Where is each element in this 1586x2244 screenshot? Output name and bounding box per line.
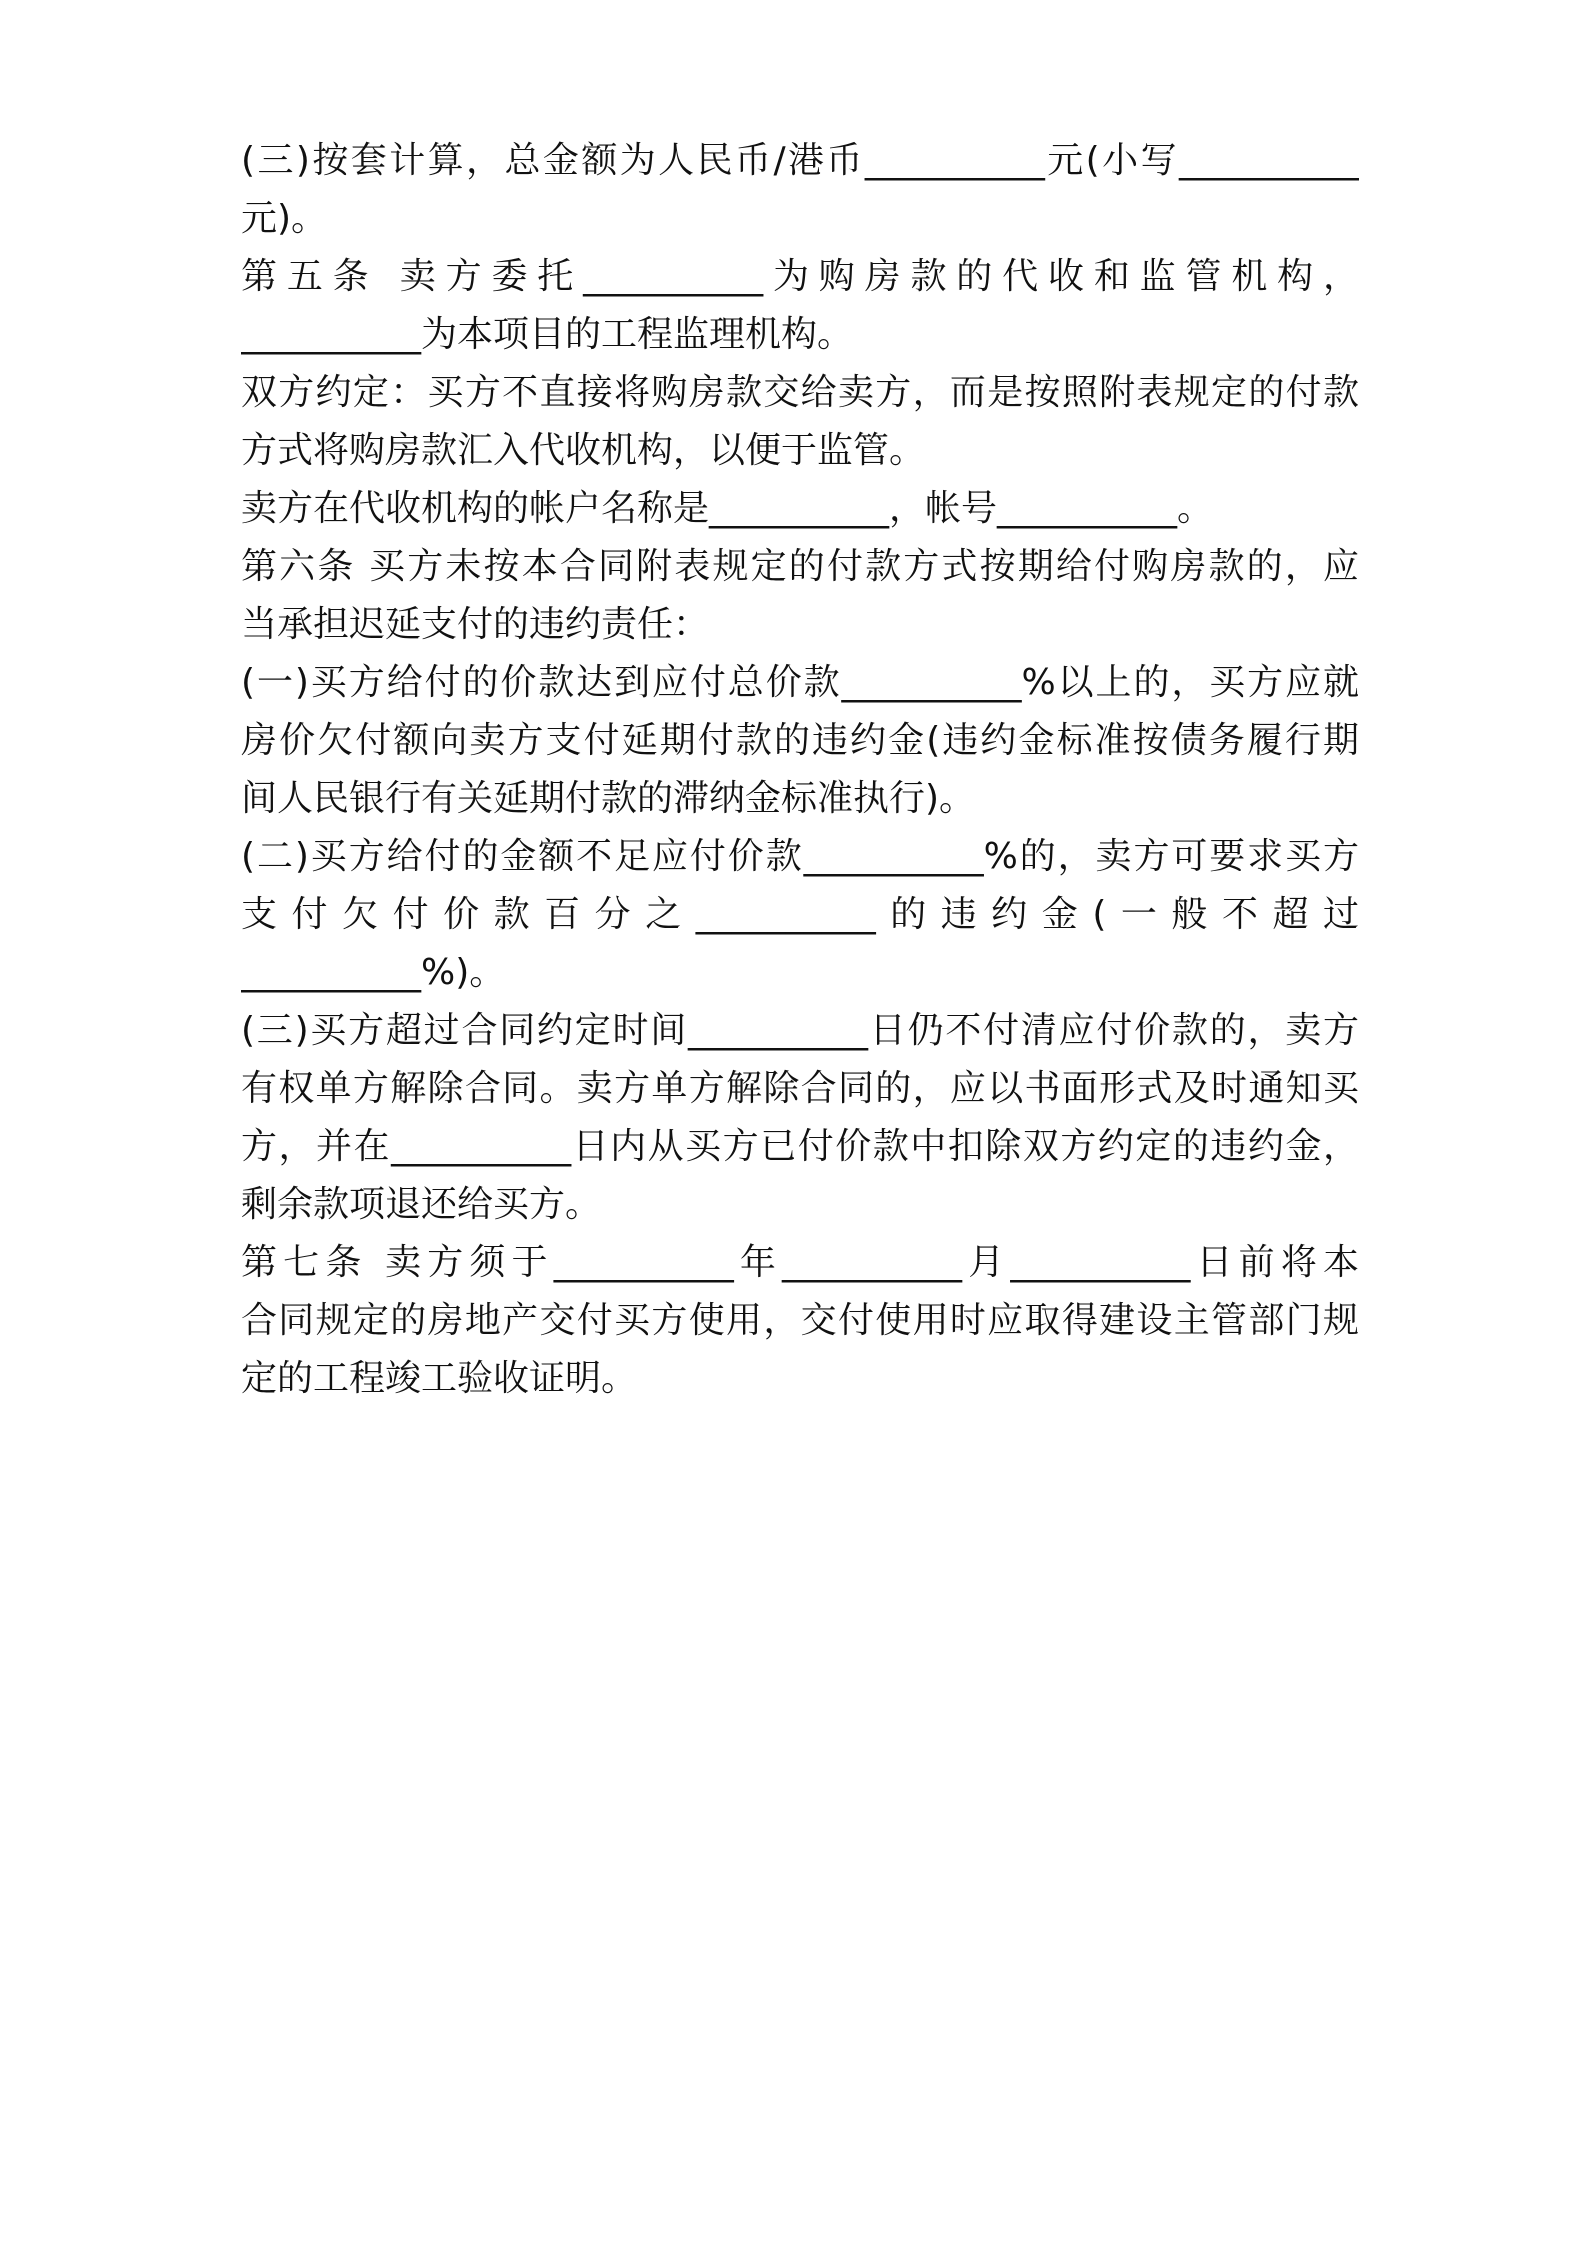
text-line: (三)按套计算，总金额为人民币/港币__________元(小写__________ [241, 140, 1359, 181]
text-line: 方，并在__________日内从买方已付价款中扣除双方约定的违约金， [241, 1126, 1359, 1167]
text-line: __________%)。 [241, 952, 506, 993]
text-line: 房价欠付额向卖方支付延期付款的违约金(违约金标准按债务履行期 [241, 720, 1359, 761]
text-line: 有权单方解除合同。卖方单方解除合同的，应以书面形式及时通知买 [241, 1068, 1359, 1109]
text-line: 剩余款项退还给买方。 [241, 1184, 602, 1225]
text-line: (三)买方超过合同约定时间__________日仍不付清应付价款的，卖方 [241, 1010, 1359, 1051]
text-line: 第六条 买方未按本合同附表规定的付款方式按期给付购房款的，应 [241, 546, 1359, 587]
text-line: __________为本项目的工程监理机构。 [241, 314, 854, 355]
text-line: (二)买方给付的金额不足应付价款__________%的，卖方可要求买方 [241, 836, 1359, 877]
text-line: 卖方在代收机构的帐户名称是__________，帐号__________。 [241, 488, 1214, 529]
text-line: 方式将购房款汇入代收机构，以便于监管。 [241, 430, 926, 471]
text-line: 间人民银行有关延期付款的滞纳金标准执行)。 [241, 778, 976, 819]
text-line: 第七条 卖方须于__________年__________月__________日前将本 [241, 1242, 1359, 1283]
text-line: 当承担迟延支付的违约责任： [241, 604, 710, 645]
text-line: 定的工程竣工验收证明。 [241, 1358, 638, 1399]
text-line: 支付欠付价款百分之__________的违约金(一般不超过 [241, 894, 1359, 935]
text-line: (一)买方给付的价款达到应付总价款__________%以上的，买方应就 [241, 662, 1359, 703]
text-line: 合同规定的房地产交付买方使用，交付使用时应取得建设主管部门规 [241, 1300, 1359, 1341]
text-line: 元)。 [241, 198, 328, 239]
text-line: 第五条 卖方委托__________为购房款的代收和监管机构， [241, 256, 1359, 297]
text-line: 双方约定：买方不直接将购房款交给卖方，而是按照附表规定的付款 [241, 372, 1359, 413]
